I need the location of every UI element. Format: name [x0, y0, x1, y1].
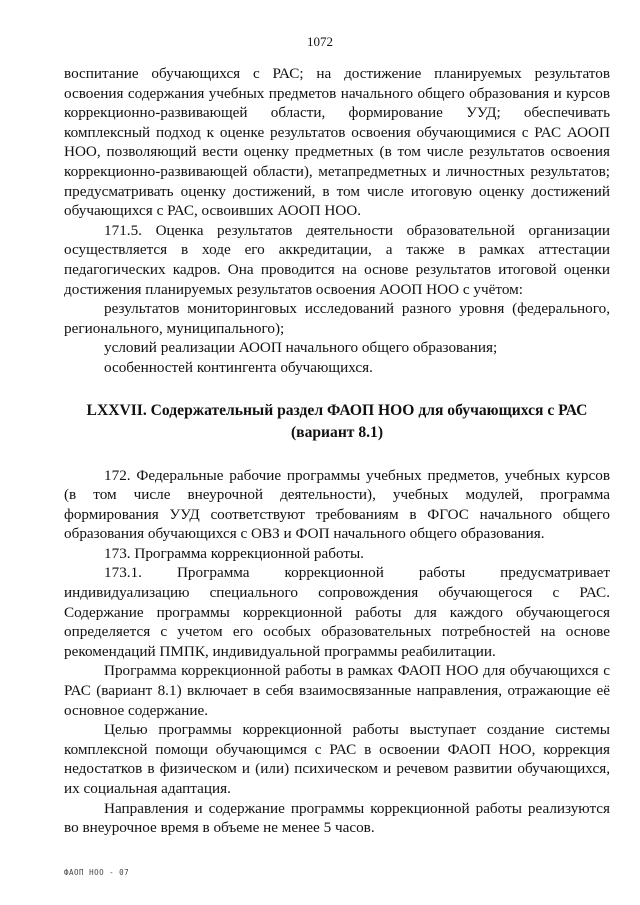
footer-code: ФАОП НОО - 07 — [64, 868, 130, 877]
paragraph-173-1: 173.1. Программа коррекционной работы предусматривает индивидуализацию специального сопровождения обучающегося с РАС. Содержание программы коррекционной работы для каждого обучающегося определяется с учетом его особых образовательных потребностей на основе рекомендаций ПМПК, индивидуальной программы реабилитации. — [64, 564, 610, 660]
list-item-conditions: условий реализации АООП начального общего образования; — [104, 339, 498, 357]
paragraph-172: 172. Федеральные рабочие программы учебных предметов, учебных курсов (в том числе внеурочной деятельности), учебных модулей, программа формирования УУД соответствуют требованиям в ФГОС начального общего образования обучающихся с ОВЗ и ФОП начального общего образования. — [64, 466, 610, 543]
paragraph-continuation: воспитание обучающихся с РАС; на достижение планируемых результатов освоения содержания учебных предметов начального общего образования и курсов коррекционно-развивающей области, формирование УУД; обеспечивать комплексный подход к оценке результатов освоения обучающимися с РАС АООП НОО, позволяющий вести оценку предметных (в том числе результатов освоения коррекционно-развивающей области), метапредметных и личностных результатов; предусматривать оценку достижений, в том числе итоговую оценку достижений обучающихся с РАС, освоивших АООП НОО. — [64, 65, 610, 220]
paragraph-173: 173. Программа коррекционной работы. — [104, 544, 364, 562]
paragraph-171-5: 171.5. Оценка результатов деятельности образовательной организации осуществляется в ходе его аккредитации, а также в рамках аттестации педагогических кадров. Она проводится на основе результатов итоговой оценки достижения планируемых результатов освоения АООП НОО с учётом: — [64, 221, 610, 298]
list-item-contingent: особенностей контингента обучающихся. — [104, 358, 373, 376]
paragraph-program-directions: Программа коррекционной работы в рамках ФАОП НОО для обучающихся с РАС (вариант 8.1) включает в себя взаимосвязанные направления, отражающие её основное содержание. — [64, 662, 610, 719]
section-heading: LXXVII. Содержательный раздел ФАОП НОО для обучающихся с РАС (вариант 8.1) — [86, 401, 588, 441]
paragraph-program-goal: Целью программы коррекционной работы выступает создание системы комплексной помощи обучающимся с РАС в освоении ФАОП НОО, коррекция недостатков в физическом и (или) психическом и речевом развитии обучающихся, их социальная адаптация. — [64, 721, 610, 797]
list-item-monitoring: результатов мониторинговых исследований разного уровня (федерального, регионального, муниципального); — [64, 300, 610, 337]
page-number: 1072 — [307, 34, 333, 49]
document-body — [64, 64, 610, 838]
paragraph-program-hours: Направления и содержание программы коррекционной работы реализуются во внеурочное время в объеме не менее 5 часов. — [64, 799, 610, 837]
